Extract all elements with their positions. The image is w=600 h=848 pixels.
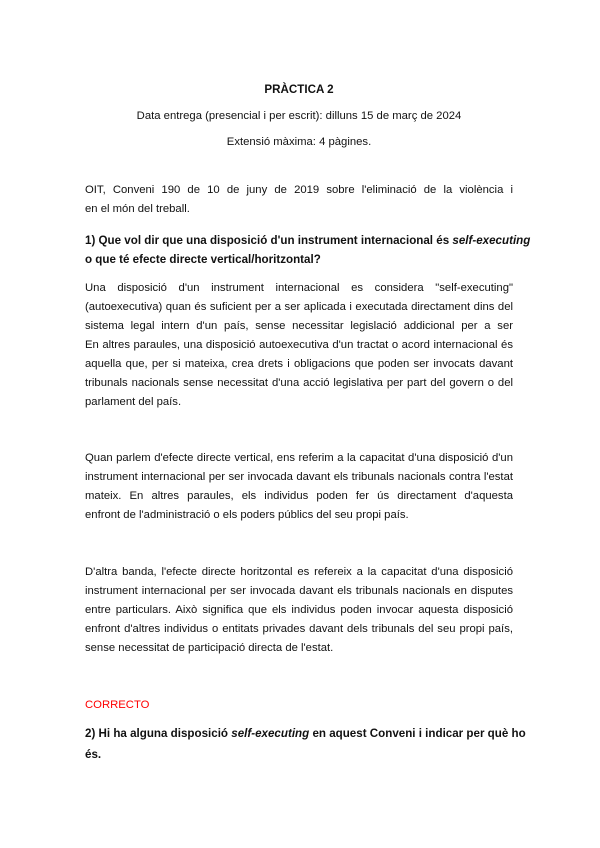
text-line: mateix. En altres paraules, els individus poden fer ús directament d'aquesta xyxy=(85,490,513,502)
q2-line2: és. xyxy=(85,748,102,761)
text-line: sistema legal intern d'un país, sense necessitar legislació addicional per a ser xyxy=(85,320,513,332)
answer-paragraph-1 xyxy=(85,279,513,412)
q1-emphasis: self-executing xyxy=(452,234,531,247)
text-line: enfront de l'administració o els poders públics del seu propi país. xyxy=(85,509,409,521)
answer-paragraph-2 xyxy=(85,449,513,525)
max-extension: Extensió màxima: 4 pàgines. xyxy=(226,136,372,148)
text-line: aquella que, per si mateixa, crea drets i obligacions que poden ser invocats davant xyxy=(85,358,513,370)
text-line: parlament del país. xyxy=(85,396,182,408)
text-line: en el món del treball. xyxy=(85,203,190,215)
q2-emphasis: self-executing xyxy=(231,727,310,740)
q1-line2: o que té efecte directe vertical/horitzontal? xyxy=(85,253,321,266)
question-1 xyxy=(85,231,531,269)
text-line: sense necessitat de participació directa de l'estat. xyxy=(85,642,334,654)
text-line: Una disposició d'un instrument internacional es considera "self-executing" xyxy=(85,282,513,294)
text-line: entre particulars. Això significa que els individus poden invocar aquesta disposició xyxy=(85,604,513,616)
answer-paragraph-3 xyxy=(85,563,513,658)
delivery-date: Data entrega (presencial i per escrit): dilluns 15 de març de 2024 xyxy=(136,110,462,122)
text-line: OIT, Conveni 190 de 10 de juny de 2019 sobre l'eliminació de la violència i xyxy=(85,184,513,196)
text-line: (autoexecutiva) quan és suficient per a ser aplicada i executada directament dins del xyxy=(85,301,513,313)
text-line: instrument internacional per ser invocada davant els tribunals nacionals contra l'estat xyxy=(85,471,513,483)
grade-label: CORRECTO xyxy=(85,699,150,711)
intro-paragraph xyxy=(85,181,513,219)
q1-text: 1) Que vol dir que una disposició d'un instrument internacional és xyxy=(85,234,453,247)
q2-text: 2) Hi ha alguna disposició xyxy=(85,727,232,740)
document-title: PRÀCTICA 2 xyxy=(264,83,334,96)
text-line: Quan parlem d'efecte directe vertical, ens referim a la capacitat d'una disposició d'un xyxy=(85,452,513,464)
text-line: tribunals nacionals sense necessitat d'una acció legislativa per part del govern o del xyxy=(85,377,513,389)
text-line: En altres paraules, una disposició autoexecutiva d'un tractat o acord internacional és xyxy=(85,339,513,351)
text-line: instrument internacional per ser invocada davant els tribunals nacionals en disputes xyxy=(85,585,513,597)
q2-text-post: en aquest Conveni i indicar per què ho xyxy=(309,727,526,740)
question-2 xyxy=(85,724,526,764)
text-line: enfront d'altres individus o entitats privades davant dels tribunals del seu propi país, xyxy=(85,623,513,635)
text-line: D'altra banda, l'efecte directe horitzontal es refereix a la capacitat d'una disposició xyxy=(85,566,513,578)
